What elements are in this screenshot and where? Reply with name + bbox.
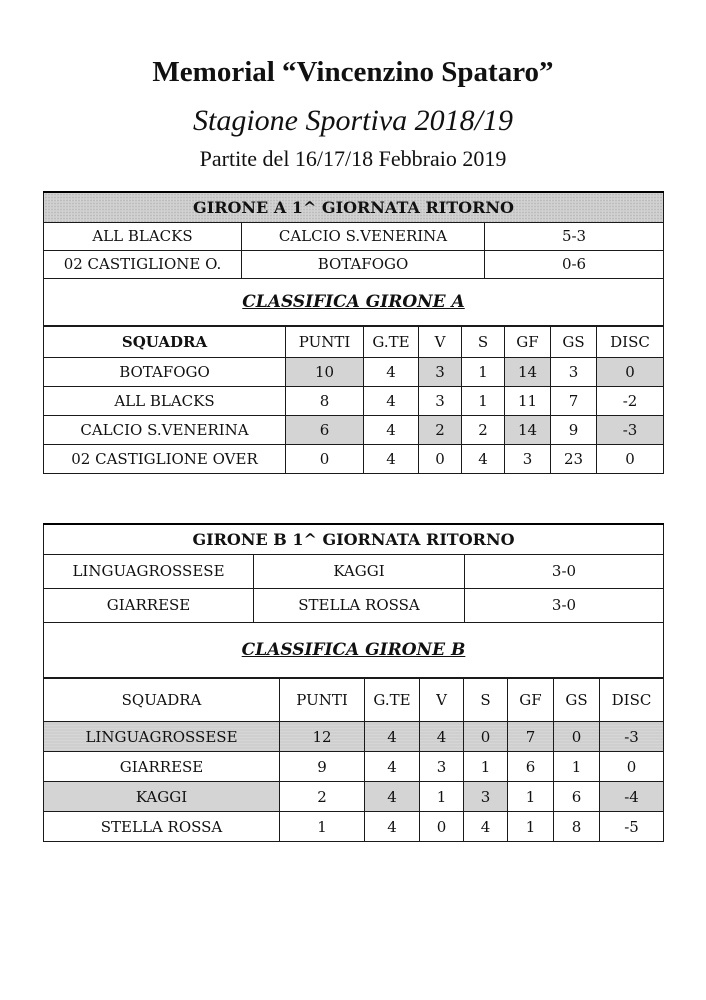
cell-gs: 6	[554, 782, 600, 812]
match-away: BOTAFOGO	[242, 250, 485, 278]
table-row	[44, 812, 664, 842]
cell-s: 1	[462, 358, 505, 387]
team-name: LINGUAGROSSESE	[44, 722, 280, 752]
cell-gs: 9	[551, 416, 597, 445]
cell-gf: 6	[508, 752, 554, 782]
cell-gf: 3	[505, 445, 551, 474]
match-away: CALCIO S.VENERINA	[242, 222, 485, 250]
cell-s: 2	[462, 416, 505, 445]
cell-disc: -3	[597, 416, 664, 445]
col-header-gf: GF	[508, 678, 554, 722]
cell-v: 2	[419, 416, 462, 445]
cell-disc: 0	[600, 752, 664, 782]
col-header-disc: DISC	[600, 678, 664, 722]
cell-s: 4	[464, 812, 508, 842]
cell-gf: 14	[505, 416, 551, 445]
cell-gs: 3	[551, 358, 597, 387]
girone-b-standings-table	[43, 677, 664, 842]
match-score: 0-6	[485, 250, 664, 278]
cell-punti: 12	[280, 722, 365, 752]
match-home: ALL BLACKS	[44, 222, 242, 250]
cell-punti: 8	[286, 387, 364, 416]
col-header-v: V	[420, 678, 464, 722]
cell-disc: 0	[597, 358, 664, 387]
document-title: Memorial “Vincenzino Spataro”	[152, 56, 554, 88]
cell-disc: 0	[597, 445, 664, 474]
match-away: KAGGI	[254, 554, 465, 588]
cell-gte: 4	[364, 445, 419, 474]
match-home: GIARRESE	[44, 588, 254, 622]
table-row	[44, 752, 664, 782]
cell-gs: 0	[554, 722, 600, 752]
cell-gf: 1	[508, 782, 554, 812]
cell-punti: 2	[280, 782, 365, 812]
table-row	[44, 387, 664, 416]
table-row	[44, 782, 664, 812]
season-subtitle: Stagione Sportiva 2018/19	[193, 104, 513, 137]
girone-b-standings-title: CLASSIFICA GIRONE B	[44, 622, 664, 678]
team-name: ALL BLACKS	[44, 387, 286, 416]
team-name: GIARRESE	[44, 752, 280, 782]
cell-gte: 4	[364, 416, 419, 445]
cell-s: 1	[462, 387, 505, 416]
cell-disc: -5	[600, 812, 664, 842]
col-header-squadra: SQUADRA	[44, 326, 286, 358]
team-name: STELLA ROSSA	[44, 812, 280, 842]
team-name: BOTAFOGO	[44, 358, 286, 387]
match-away: STELLA ROSSA	[254, 588, 465, 622]
cell-gs: 1	[554, 752, 600, 782]
col-header-s: S	[464, 678, 508, 722]
match-home: 02 CASTIGLIONE O.	[44, 250, 242, 278]
col-header-s: S	[462, 326, 505, 358]
cell-gs: 8	[554, 812, 600, 842]
col-header-gs: GS	[551, 326, 597, 358]
col-header-squadra: SQUADRA	[44, 678, 280, 722]
table-row	[44, 416, 664, 445]
cell-disc: -3	[600, 722, 664, 752]
cell-gte: 4	[364, 358, 419, 387]
cell-gte: 4	[365, 722, 420, 752]
cell-v: 3	[419, 358, 462, 387]
cell-gf: 14	[505, 358, 551, 387]
match-score: 3-0	[465, 588, 664, 622]
girone-a-results-table	[43, 191, 664, 327]
col-header-punti: PUNTI	[286, 326, 364, 358]
cell-gte: 4	[365, 782, 420, 812]
cell-gte: 4	[364, 387, 419, 416]
cell-disc: -4	[600, 782, 664, 812]
cell-punti: 1	[280, 812, 365, 842]
table-row	[44, 445, 664, 474]
col-header-gs: GS	[554, 678, 600, 722]
table-row	[44, 722, 664, 752]
cell-s: 1	[464, 752, 508, 782]
girone-a-standings-table	[43, 325, 664, 474]
col-header-gf: GF	[505, 326, 551, 358]
match-home: LINGUAGROSSESE	[44, 554, 254, 588]
table-row	[44, 358, 664, 387]
cell-gf: 1	[508, 812, 554, 842]
match-dates: Partite del 16/17/18 Febbraio 2019	[199, 146, 507, 171]
girone-a-standings-title: CLASSIFICA GIRONE A	[44, 278, 664, 326]
cell-v: 3	[420, 752, 464, 782]
girone-b-header: GIRONE B 1^ GIORNATA RITORNO	[44, 524, 664, 554]
team-name: 02 CASTIGLIONE OVER	[44, 445, 286, 474]
cell-punti: 6	[286, 416, 364, 445]
cell-s: 0	[464, 722, 508, 752]
cell-gs: 7	[551, 387, 597, 416]
col-header-punti: PUNTI	[280, 678, 365, 722]
cell-gf: 7	[508, 722, 554, 752]
cell-s: 4	[462, 445, 505, 474]
match-score: 5-3	[485, 222, 664, 250]
cell-punti: 10	[286, 358, 364, 387]
cell-v: 0	[420, 812, 464, 842]
cell-punti: 0	[286, 445, 364, 474]
cell-v: 0	[419, 445, 462, 474]
cell-gs: 23	[551, 445, 597, 474]
cell-punti: 9	[280, 752, 365, 782]
girone-b-results-table	[43, 523, 664, 679]
cell-v: 4	[420, 722, 464, 752]
cell-v: 1	[420, 782, 464, 812]
cell-gf: 11	[505, 387, 551, 416]
col-header-disc: DISC	[597, 326, 664, 358]
cell-gte: 4	[365, 752, 420, 782]
match-score: 3-0	[465, 554, 664, 588]
cell-gte: 4	[365, 812, 420, 842]
cell-v: 3	[419, 387, 462, 416]
cell-disc: -2	[597, 387, 664, 416]
col-header-gte: G.TE	[365, 678, 420, 722]
team-name: KAGGI	[44, 782, 280, 812]
col-header-v: V	[419, 326, 462, 358]
col-header-gte: G.TE	[364, 326, 419, 358]
team-name: CALCIO S.VENERINA	[44, 416, 286, 445]
girone-a-header: GIRONE A 1^ GIORNATA RITORNO	[44, 192, 664, 222]
cell-s: 3	[464, 782, 508, 812]
